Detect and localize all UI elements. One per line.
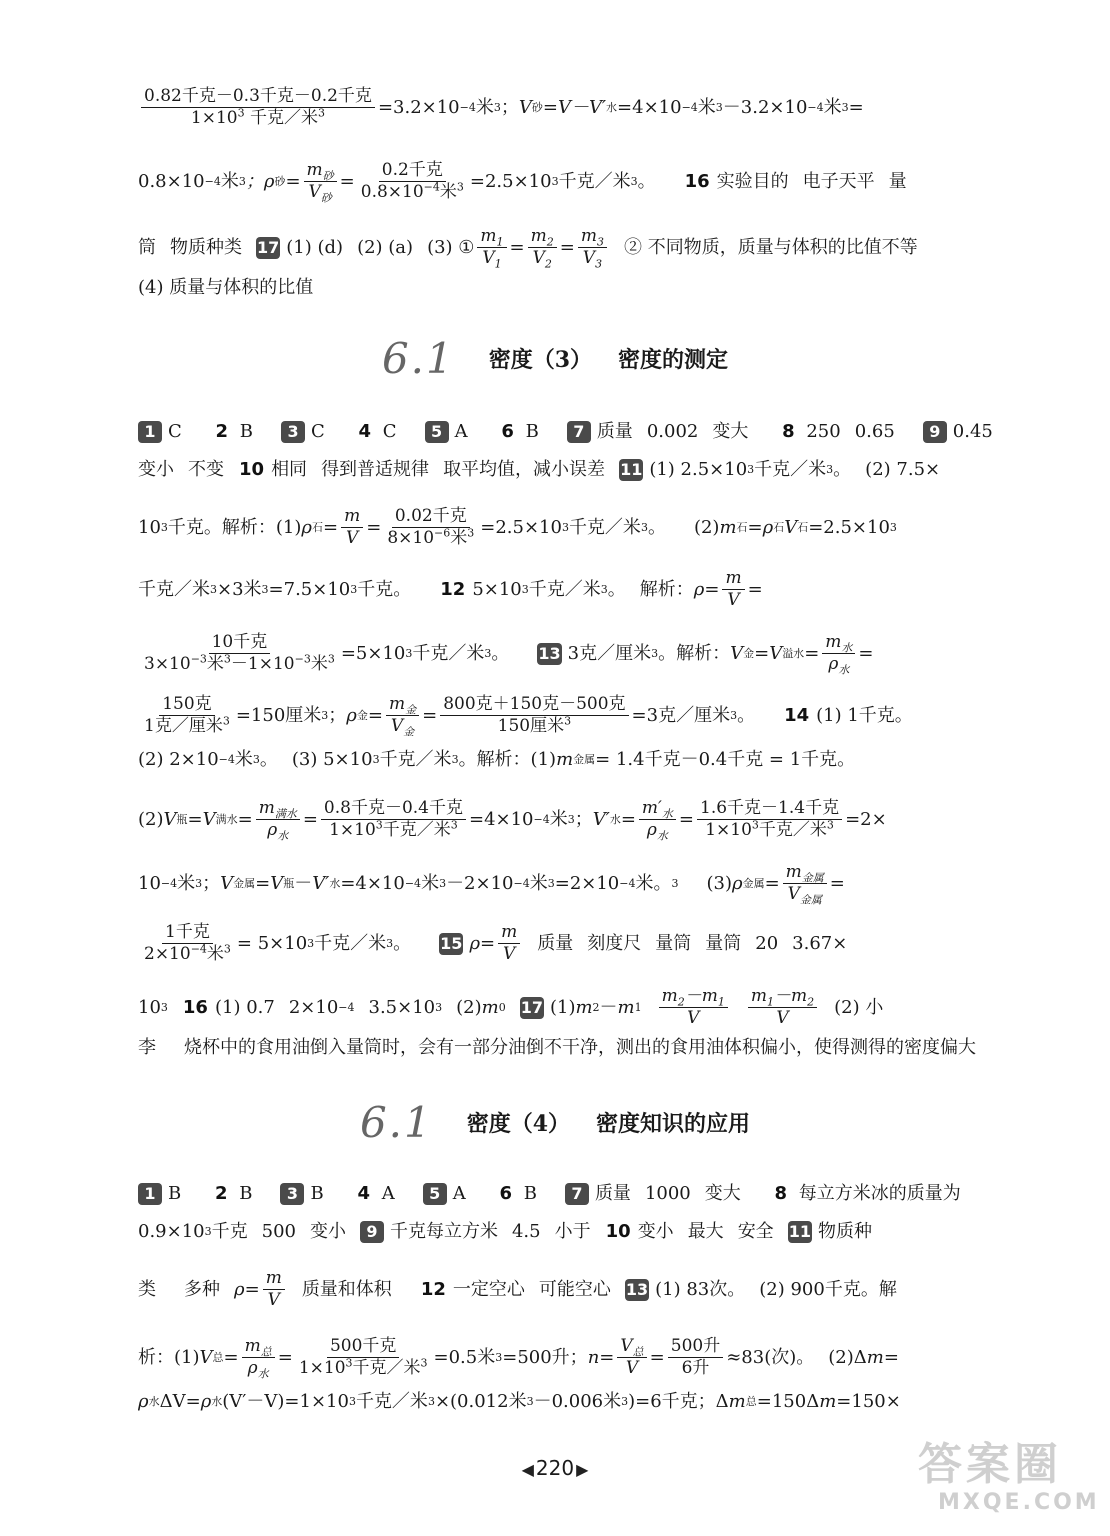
question-number: 1	[138, 421, 162, 443]
section-heading-3	[0, 334, 1110, 383]
fraction: $\frac{\text{0.2千克}}{0.8\times 10^{-4}米^3}$	[360, 160, 464, 202]
fraction: $\frac{m_3}{V_3}$	[578, 226, 607, 269]
question-number-15: 15	[440, 933, 463, 953]
question-number: 1	[138, 1183, 162, 1205]
s3-line-1: 1 C 2 B 3 C 4 C 5 A 6 B 7 质量 0.002 变大 8 250 0.65 9 0.45	[138, 420, 1014, 444]
fraction: $\frac{m}{V}$	[498, 922, 520, 965]
question-number-11: 11	[620, 460, 643, 479]
question-number: 6	[494, 1183, 518, 1205]
fraction: $\frac{\text{150克}}{1克/厘米^3}$	[144, 694, 230, 736]
fraction: $\frac{m}{V}$	[722, 568, 744, 611]
question-number-9: 9	[923, 421, 947, 443]
question-number-12: 12	[440, 578, 466, 600]
s4-line-3: 类 多种 ρ = $\frac{m}{V}$ 质量和体积 12 一定空心 可能空心 13 (1) 83次。 (2) 900千克。解	[138, 1268, 897, 1310]
question-number: 3	[281, 421, 305, 443]
question-number: 5	[423, 1183, 447, 1205]
section-title: 密度（4）	[466, 1111, 571, 1137]
question-number-11: 11	[788, 1222, 811, 1241]
question-number-8: 8	[776, 421, 800, 443]
question-number-7: 7	[567, 421, 591, 443]
fraction: $\frac{\text{0.02千克}}{8\times 10^{-6}米^3}$	[387, 506, 475, 548]
section-heading-4	[0, 1098, 1110, 1147]
fraction: $\frac{m}{V}$	[341, 506, 363, 549]
fraction: $\frac{\text{0.8千克－0.4千克}}{1\times 10^3千克/米^3}$	[321, 798, 466, 841]
question-number-9: 9	[360, 1221, 384, 1243]
fraction: $\frac{\text{500升}}{\text{6升}}$	[668, 1336, 723, 1379]
top-line-2: 0.8×10 −4 米 3 ；ρ 砂 = $\frac{m_砂}{V_砂}$ = $\frac{\text{0.2千克}}{0.8\times 10^{-4}米^3}$ =2.5×10 3 千克／米 3 。 16 实验目的 电子天平 量	[138, 160, 907, 203]
s4-line-1: 1 B 2 B 3 B 4 A 5 A 6 B 7 质量 1000 变大 8 每立方米冰的质量为	[138, 1182, 1014, 1206]
s3-line-6: $\frac{\text{150克}}{1克/厘米^3}$ =150厘米 3 ； ρ 金 = $\frac{m_金}{V_金}$ = $\frac{\text{800克＋150克－500克}}{150厘米^3}$ =3克／厘米 3 。 14 (1) 1千克。	[138, 694, 1014, 737]
s3-line-12: 李 烧杯中的食用油倒入量筒时，会有一部分油倒不干净，测出的食用油体积偏小，使得测得的密度偏大	[138, 1037, 976, 1058]
s3-line-8: (2) V 瓶 = V 满水 = $\frac{m_{满水}}{\rho_水}$ = $\frac{\text{0.8千克－0.4千克}}{1\times 10^3千克/米^3}$ =4×10 −4 米 3 ； V′ 水 = $\frac{m'_水}{\rho_水}$ = $\frac{\text{1.6千克－1.4千克}}{1\times 10^3千克/米^3}$ =2×	[138, 798, 887, 841]
fraction: $\frac{m_砂}{V_砂}$	[304, 160, 337, 203]
question-number-16: 16	[182, 996, 208, 1018]
section-subtitle: 密度的测定	[618, 347, 729, 373]
fraction: $\frac{m_{满水}}{\rho_水}$	[256, 798, 300, 841]
fraction: $\frac{m}{V}$	[263, 1268, 285, 1311]
fraction: $\frac{V_总}{V}$	[617, 1336, 646, 1379]
question-number-10: 10	[605, 1221, 631, 1242]
section-number: 6.1	[359, 1098, 433, 1147]
s4-line-2: 0.9×10 3 千克 500 变小 9 千克每立方米 4.5 小于 10 变小 最大 安全 11 物质种	[138, 1221, 872, 1242]
question-number-10: 10	[239, 459, 265, 480]
question-number-13: 13	[538, 643, 561, 663]
question-number: 5	[425, 421, 449, 443]
section-number: 6.1	[381, 334, 455, 383]
question-number: 2	[210, 421, 234, 443]
fraction: $\frac{m_水}{\rho_水}$	[822, 632, 855, 675]
question-number-17: 17	[257, 237, 280, 257]
question-number-17: 17	[520, 997, 543, 1017]
fraction: $\frac{m_2}{V_2}$	[528, 226, 557, 269]
section-subtitle: 密度知识的应用	[596, 1111, 751, 1137]
page-number: ◀ 220 ▶	[521, 1456, 589, 1480]
question-number: 6	[496, 421, 520, 443]
fraction: $\frac{\text{500千克}}{1\times 10^3千克/米^3}$	[298, 1336, 428, 1378]
top-line-1: $\frac{\text{0.82千克－0.3千克－0.2千克}}{1\times 10^3 千克/米^3}$ =3.2×10 −4 米 3 ； V 砂 =V－V′ 水 =4×10 −4 米 3 －3.2×10 −4 米 3 =	[138, 86, 1014, 129]
fraction: $\frac{\text{800克＋150克－500克}}{150厘米^3}$	[440, 694, 628, 737]
question-number-7: 7	[565, 1183, 589, 1205]
s3-line-9: 10 −4 米 3 ； V 金属 = V 瓶 － V′ 水 =4×10 −4 米 3 －2×10 −4 米 3 =2×10 −4 米。 3 (3) ρ 金属 = $\frac{m_{金属}}{V_{金属}}$ =	[138, 862, 845, 905]
fraction: $\frac{m'_水}{\rho_水}$	[639, 798, 676, 841]
top-line-3: 筒 物质种类 17 (1) (d) (2) (a) (3) ① $\frac{m_1}{V_1}$ = $\frac{m_2}{V_2}$ = $\frac{m_3}{V_3}$ ② 不同物质，质量与体积的比值不等	[138, 226, 918, 269]
question-number-14: 14	[784, 704, 810, 726]
s3-line-7: (2) 2×10 −4 米 3 。 (3) 5×10 3 千克／米 3 。 解析：(1) m 金属 = 1.4千克－0.4千克 = 1千克。	[138, 749, 856, 770]
fraction: $\frac{\text{10千克}}{3\times 10^{-3}米^3-1\times 10^{-3}米^3}$	[144, 632, 335, 674]
s4-line-4: 析：(1) V 总 = $\frac{m_总}{\rho_水}$ = $\frac{\text{500千克}}{1\times 10^3千克/米^3}$ =0.5米 3 =500升； n = $\frac{V_总}{V}$ = $\frac{\text{500升}}{\text{6升}}$ ≈83(次)。 (2) Δ m =	[138, 1336, 899, 1379]
question-number-8: 8	[769, 1183, 793, 1205]
fraction: $\frac{m_2-m_1}{V}$	[659, 986, 728, 1029]
right-triangle-icon: ▶	[576, 1460, 589, 1479]
question-number-13: 13	[625, 1279, 649, 1299]
fraction: $\frac{m_{金属}}{V_{金属}}$	[783, 862, 827, 905]
fraction: $\frac{\text{1.6千克－1.4千克}}{1\times 10^3千克/米^3}$	[697, 798, 842, 841]
fraction: $\frac{\text{0.82千克－0.3千克－0.2千克}}{1\times 10^3 千克/米^3}$	[141, 86, 375, 129]
s3-line-4: 千克／米 3 ×3米 3 =7.5×10 3 千克。 12 5×10 3 千克／米 3 。 解析： ρ = $\frac{m}{V}$ =	[138, 568, 763, 610]
question-number: 4	[353, 421, 377, 443]
fraction: $\frac{m_金}{V_金}$	[386, 694, 419, 737]
top-line-4: (4) 质量与体积的比值	[138, 277, 314, 298]
fraction: $\frac{m_总}{\rho_水}$	[242, 1336, 275, 1379]
fraction: $\frac{m_1}{V_1}$	[477, 226, 506, 269]
question-number-12: 12	[420, 1278, 446, 1300]
s3-line-2: 变小 不变 10 相同 得到普适规律 取平均值，减小误差 11 (1) 2.5×10 3 千克／米 3 。 (2) 7.5×	[138, 459, 941, 480]
s3-line-10: $\frac{\text{1千克}}{2\times 10^{-4}米^3}$ = 5×10 3 千克／米 3 。 15 ρ = $\frac{m}{V}$ 质量 刻度尺 量筒 量筒 20 3.67×	[138, 922, 1014, 965]
fraction: $\frac{m_1-m_2}{V}$	[748, 986, 817, 1029]
s3-line-5: $\frac{\text{10千克}}{3\times 10^{-3}米^3-1\times 10^{-3}米^3}$ =5×10 3 千克／米 3 。 13 3克／厘米 3 。 解析： V 金 = V 溢水 = $\frac{m_水}{\rho_水}$ =	[138, 632, 1014, 675]
s3-line-3: 10 3 千克。解析：(1) ρ 石 = $\frac{m}{V}$ = $\frac{\text{0.02千克}}{8\times 10^{-6}米^3}$ =2.5×10 3 千克／米 3 。 (2) m 石 = ρ 石 V 石 =2.5×10 3	[138, 506, 897, 548]
s3-line-11: 10 3 16 (1) 0.7 2×10 −4 3.5×10 3 (2) m 0 17 (1) m 2 － m 1 $\frac{m_2-m_1}{V}$ $\frac{m_1-m_2}{V}$ (2) 小	[138, 986, 884, 1028]
fraction: $\frac{\text{1千克}}{2\times 10^{-4}米^3}$	[144, 922, 231, 964]
left-triangle-icon: ◀	[521, 1460, 534, 1479]
question-number: 4	[352, 1183, 376, 1205]
question-number: 2	[209, 1183, 233, 1205]
s4-line-5: ρ 水 ΔV= ρ 水 (V′－V)=1×10 3 千克／米 3 ×(0.012米 3 －0.006米 3 )=6千克； Δ m 总 =150 Δ m =150×	[138, 1391, 901, 1412]
question-number-16: 16	[684, 170, 710, 192]
watermark-logo: 答案圈 MXQE.COM	[918, 1439, 1100, 1515]
section-title: 密度（3）	[488, 347, 593, 373]
question-number: 3	[280, 1183, 304, 1205]
